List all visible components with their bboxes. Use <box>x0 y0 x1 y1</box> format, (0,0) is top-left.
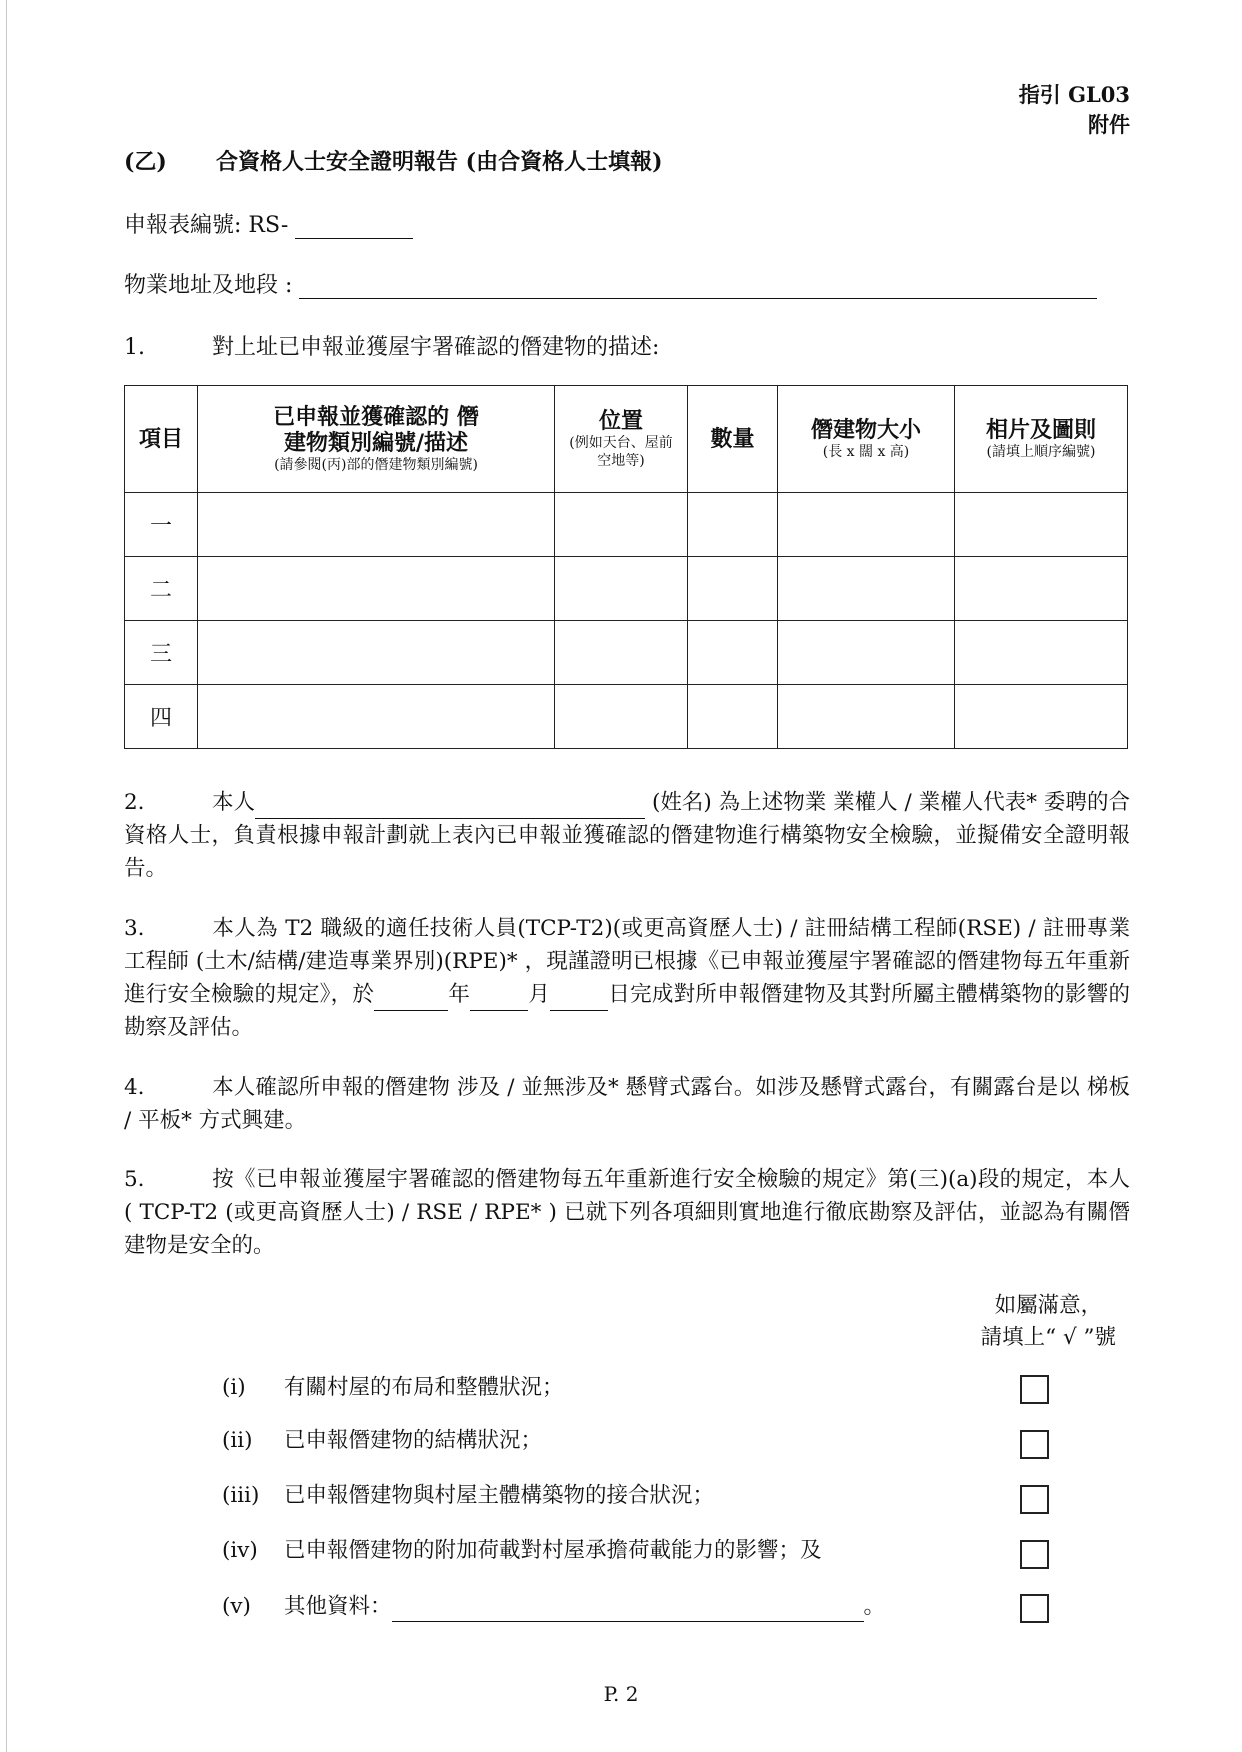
quantity-cell[interactable] <box>688 621 778 685</box>
location-cell[interactable] <box>555 685 688 749</box>
item-text: 其他資料： <box>284 1594 392 1619</box>
section-title-text: 合資格人士安全證明報告 (由合資格人士填報) <box>216 149 663 175</box>
row-label: 二 <box>125 557 198 621</box>
description-cell[interactable] <box>198 557 555 621</box>
guide-ref: 指引 GL03 <box>1018 82 1130 107</box>
col-header-description: 已申報並獲確認的 僭建物類別編號/描述 (請參閱(丙)部的僭建物類別編號) <box>198 386 555 493</box>
size-cell[interactable] <box>778 621 955 685</box>
col-header-location: 位置 (例如天台、屋前空地等) <box>555 386 688 493</box>
header <box>1019 80 1130 140</box>
description-cell[interactable] <box>198 685 555 749</box>
photos-cell[interactable] <box>955 493 1128 557</box>
checklist-item <box>222 1536 822 1566</box>
day-field[interactable] <box>550 988 608 1011</box>
col-header-photos: 相片及圖則 (請填上順序編號) <box>955 386 1128 493</box>
photos-cell[interactable] <box>955 685 1128 749</box>
location-cell[interactable] <box>555 493 688 557</box>
quantity-cell[interactable] <box>688 557 778 621</box>
question-1 <box>124 330 659 361</box>
other-info-field[interactable] <box>392 1599 864 1622</box>
satisfaction-line-1: 如屬滿意， <box>994 1293 1103 1318</box>
annex-label: 附件 <box>1088 112 1130 137</box>
photos-cell[interactable] <box>955 557 1128 621</box>
item-number: (v) <box>222 1594 251 1619</box>
row-label: 四 <box>125 685 198 749</box>
table-row <box>125 685 1128 749</box>
item-text: 有關村屋的布局和整體狀況； <box>284 1375 564 1400</box>
month-label: 月 <box>528 982 551 1007</box>
checkbox-item-iv[interactable] <box>1020 1540 1049 1569</box>
item-number: (iv) <box>222 1538 258 1563</box>
checklist-item <box>222 1426 542 1456</box>
quantity-cell[interactable] <box>688 493 778 557</box>
checkbox-item-i[interactable] <box>1020 1375 1049 1404</box>
question-4 <box>124 1071 1130 1137</box>
page-number: P. 2 <box>603 1682 639 1706</box>
size-cell[interactable] <box>778 685 955 749</box>
checkbox-item-v[interactable] <box>1020 1594 1049 1623</box>
description-cell[interactable] <box>198 493 555 557</box>
row-label: 一 <box>125 493 198 557</box>
description-cell[interactable] <box>198 621 555 685</box>
checklist-item <box>222 1592 885 1622</box>
q2-text-start: 本人 <box>212 790 256 815</box>
address-field[interactable] <box>299 276 1097 299</box>
declared-works-table <box>124 385 1128 749</box>
scan-edge <box>6 0 7 1752</box>
size-cell[interactable] <box>778 493 955 557</box>
item-text: 已申報僭建物的附加荷載對村屋承擔荷載能力的影響；及 <box>284 1538 822 1563</box>
year-label: 年 <box>448 982 471 1007</box>
location-cell[interactable] <box>555 621 688 685</box>
item-number: (i) <box>222 1375 246 1400</box>
photos-cell[interactable] <box>955 621 1128 685</box>
year-field[interactable] <box>374 988 448 1011</box>
q4-number: 4. <box>124 1075 145 1100</box>
section-number: (乙) <box>124 149 167 175</box>
q3-number: 3. <box>124 916 145 941</box>
col-header-size: 僭建物大小 (長 x 闊 x 高) <box>778 386 955 493</box>
question-5 <box>124 1163 1130 1262</box>
q3-text-end: 日完成對所申報僭建物及其對所屬主體構築物的影響的勘察及評估。 <box>124 982 1130 1040</box>
form-number-row <box>124 208 413 239</box>
checkbox-item-iii[interactable] <box>1020 1485 1049 1514</box>
item-number: (ii) <box>222 1428 253 1453</box>
checklist-item <box>222 1373 564 1403</box>
q4-text: 本人確認所申報的僭建物 涉及 / 並無涉及* 懸臂式露台。如涉及懸臂式露台，有關露台是以 梯板 / 平板* 方式興建。 <box>124 1075 1130 1133</box>
table-row <box>125 621 1128 685</box>
checkbox-item-ii[interactable] <box>1020 1430 1049 1459</box>
col-header-quantity: 數量 <box>688 386 778 493</box>
item-number: (iii) <box>222 1483 260 1508</box>
q3-text: 本人為 T2 職級的適任技術人員(TCP-T2)(或更高資歷人士) / 註冊結構工程師(RSE) / 註冊專業工程師 (土木/結構/建造專業界別)(RPE)* ，現謹證明已根據《已申報並獲屋宇署確認的僭建物每五年重新進行安全檢驗的規定》，於 <box>124 916 1130 1007</box>
form-number-label: 申報表編號: RS- <box>124 213 289 238</box>
q2-text-rest: (姓名) 為上述物業 業權人 / 業權人代表* 委聘的合資格人士，負責根據申報計劃就上表內已申報並獲確認的僭建物進行構築物安全檢驗，並擬備安全證明報告。 <box>124 790 1130 881</box>
col-header-item: 項目 <box>125 386 198 493</box>
month-field[interactable] <box>470 988 528 1011</box>
item-suffix: 。 <box>863 1594 886 1619</box>
q5-text: 按《已申報並獲屋宇署確認的僭建物每五年重新進行安全檢驗的規定》第(三)(a)段的規定，本人 ( TCP-T2 (或更高資歷人士) / RSE / RPE* ) 已就下列各項細則實地進行徹底勘察及評估，並認為有關僭建物是安全的。 <box>124 1167 1130 1258</box>
table-row <box>125 557 1128 621</box>
quantity-cell[interactable] <box>688 685 778 749</box>
table-header-row <box>125 386 1128 493</box>
satisfaction-header <box>981 1290 1116 1354</box>
q1-text: 對上址已申報並獲屋宇署確認的僭建物的描述: <box>212 335 660 360</box>
form-number-field[interactable] <box>295 216 413 239</box>
q2-number: 2. <box>124 790 145 815</box>
q1-number: 1. <box>124 335 145 360</box>
name-field[interactable] <box>255 796 645 819</box>
table-row <box>125 493 1128 557</box>
size-cell[interactable] <box>778 557 955 621</box>
section-title <box>124 145 662 176</box>
address-label: 物業地址及地段 : <box>124 273 293 298</box>
question-3 <box>124 912 1130 1044</box>
item-text: 已申報僭建物的結構狀況； <box>284 1428 543 1453</box>
checklist-item <box>222 1481 714 1511</box>
location-cell[interactable] <box>555 557 688 621</box>
address-row <box>124 268 1097 299</box>
row-label: 三 <box>125 621 198 685</box>
item-text: 已申報僭建物與村屋主體構築物的接合狀況； <box>284 1483 715 1508</box>
satisfaction-line-2: 請填上“ √ ”號 <box>980 1325 1116 1350</box>
q5-number: 5. <box>124 1167 145 1192</box>
question-2 <box>124 786 1130 885</box>
